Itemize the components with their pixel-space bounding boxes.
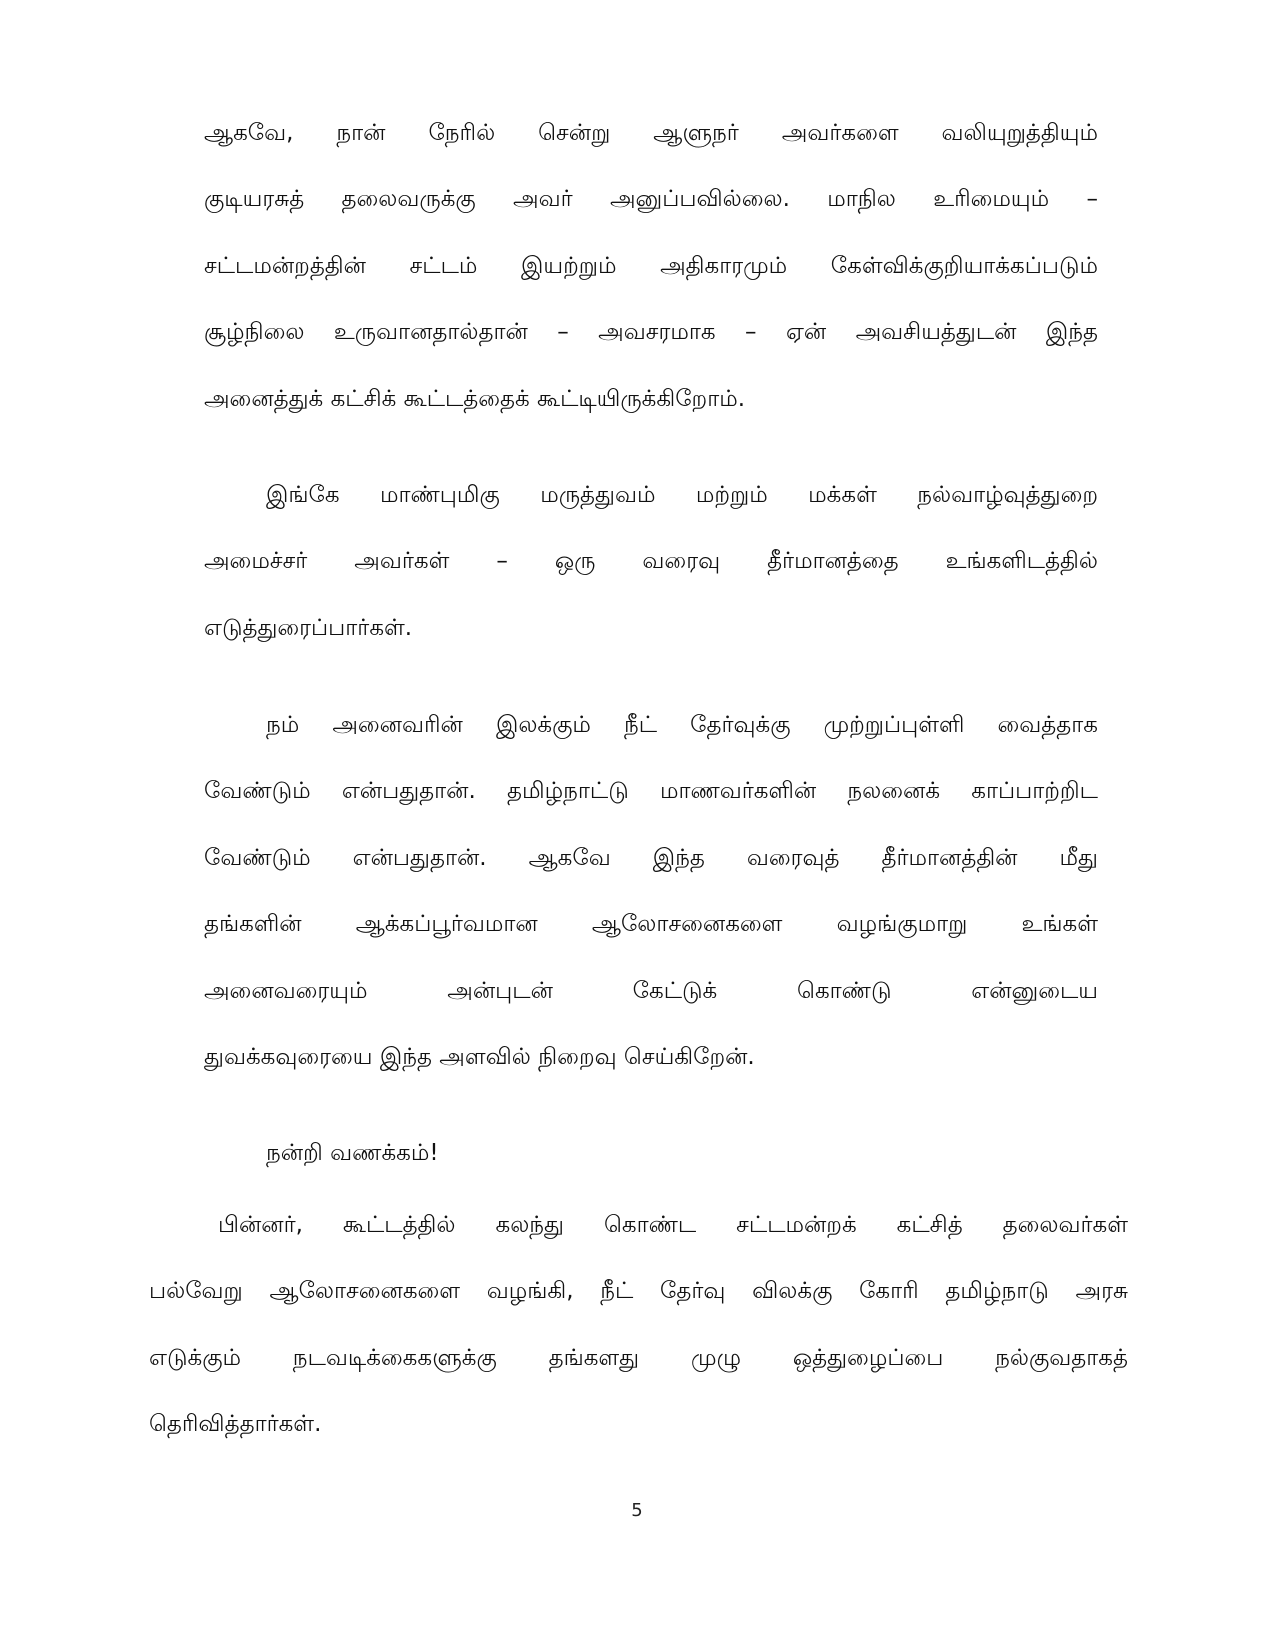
paragraph-line: வேண்டும் என்பதுதான். தமிழ்நாட்டு மாணவர்களின் நலனைக் காப்பாற்றிட (204, 778, 1098, 804)
paragraph-line: பல்வேறு ஆலோசனைகளை வழங்கி, நீட் தேர்வு விலக்கு கோரி தமிழ்நாடு அரசு (149, 1278, 1128, 1304)
paragraph-line: பின்னர், கூட்டத்தில் கலந்து கொண்ட சட்டமன்றக் கட்சித் தலைவர்கள் (218, 1212, 1128, 1238)
paragraph-line: எடுத்துரைப்பார்கள். (204, 615, 413, 641)
paragraph-line: எடுக்கும் நடவடிக்கைகளுக்கு தங்களது முழு ஒத்துழைப்பை நல்குவதாகத் (149, 1345, 1128, 1371)
paragraph-line: வேண்டும் என்பதுதான். ஆகவே இந்த வரைவுத் தீர்மானத்தின் மீது (204, 845, 1098, 871)
page-number: 5 (631, 1500, 643, 1521)
paragraph-line: இங்கே மாண்புமிகு மருத்துவம் மற்றும் மக்கள் நல்வாழ்வுத்துறை (266, 482, 1098, 508)
paragraph-line: சட்டமன்றத்தின் சட்டம் இயற்றும் அதிகாரமும் கேள்விக்குறியாக்கப்படும் (204, 253, 1098, 279)
paragraph-line: குடியரசுத் தலைவருக்கு அவர் அனுப்பவில்லை. மாநில உரிமையும் – (204, 186, 1098, 212)
paragraph-line: சூழ்நிலை உருவானதால்தான் – அவசரமாக – ஏன் அவசியத்துடன் இந்த (204, 319, 1098, 345)
paragraph-line: துவக்கவுரையை இந்த அளவில் நிறைவு செய்கிறேன். (204, 1044, 755, 1070)
paragraph-line: நம் அனைவரின் இலக்கும் நீட் தேர்வுக்கு முற்றுப்புள்ளி வைத்தாக (266, 712, 1098, 738)
paragraph-line: அனைவரையும் அன்புடன் கேட்டுக் கொண்டு என்னுடைய (204, 978, 1098, 1004)
paragraph-line: தங்களின் ஆக்கப்பூர்வமான ஆலோசனைகளை வழங்குமாறு உங்கள் (204, 911, 1098, 937)
paragraph-line: ஆகவே, நான் நேரில் சென்று ஆளுநர் அவர்களை வலியுறுத்தியும் (204, 120, 1098, 146)
paragraph-line: நன்றி வணக்கம்! (266, 1140, 439, 1166)
paragraph-line: அமைச்சர் அவர்கள் – ஒரு வரைவு தீர்மானத்தை உங்களிடத்தில் (204, 548, 1098, 574)
paragraph-line: அனைத்துக் கட்சிக் கூட்டத்தைக் கூட்டியிருக்கிறோம். (204, 386, 746, 412)
paragraph-line: தெரிவித்தார்கள். (149, 1411, 322, 1437)
